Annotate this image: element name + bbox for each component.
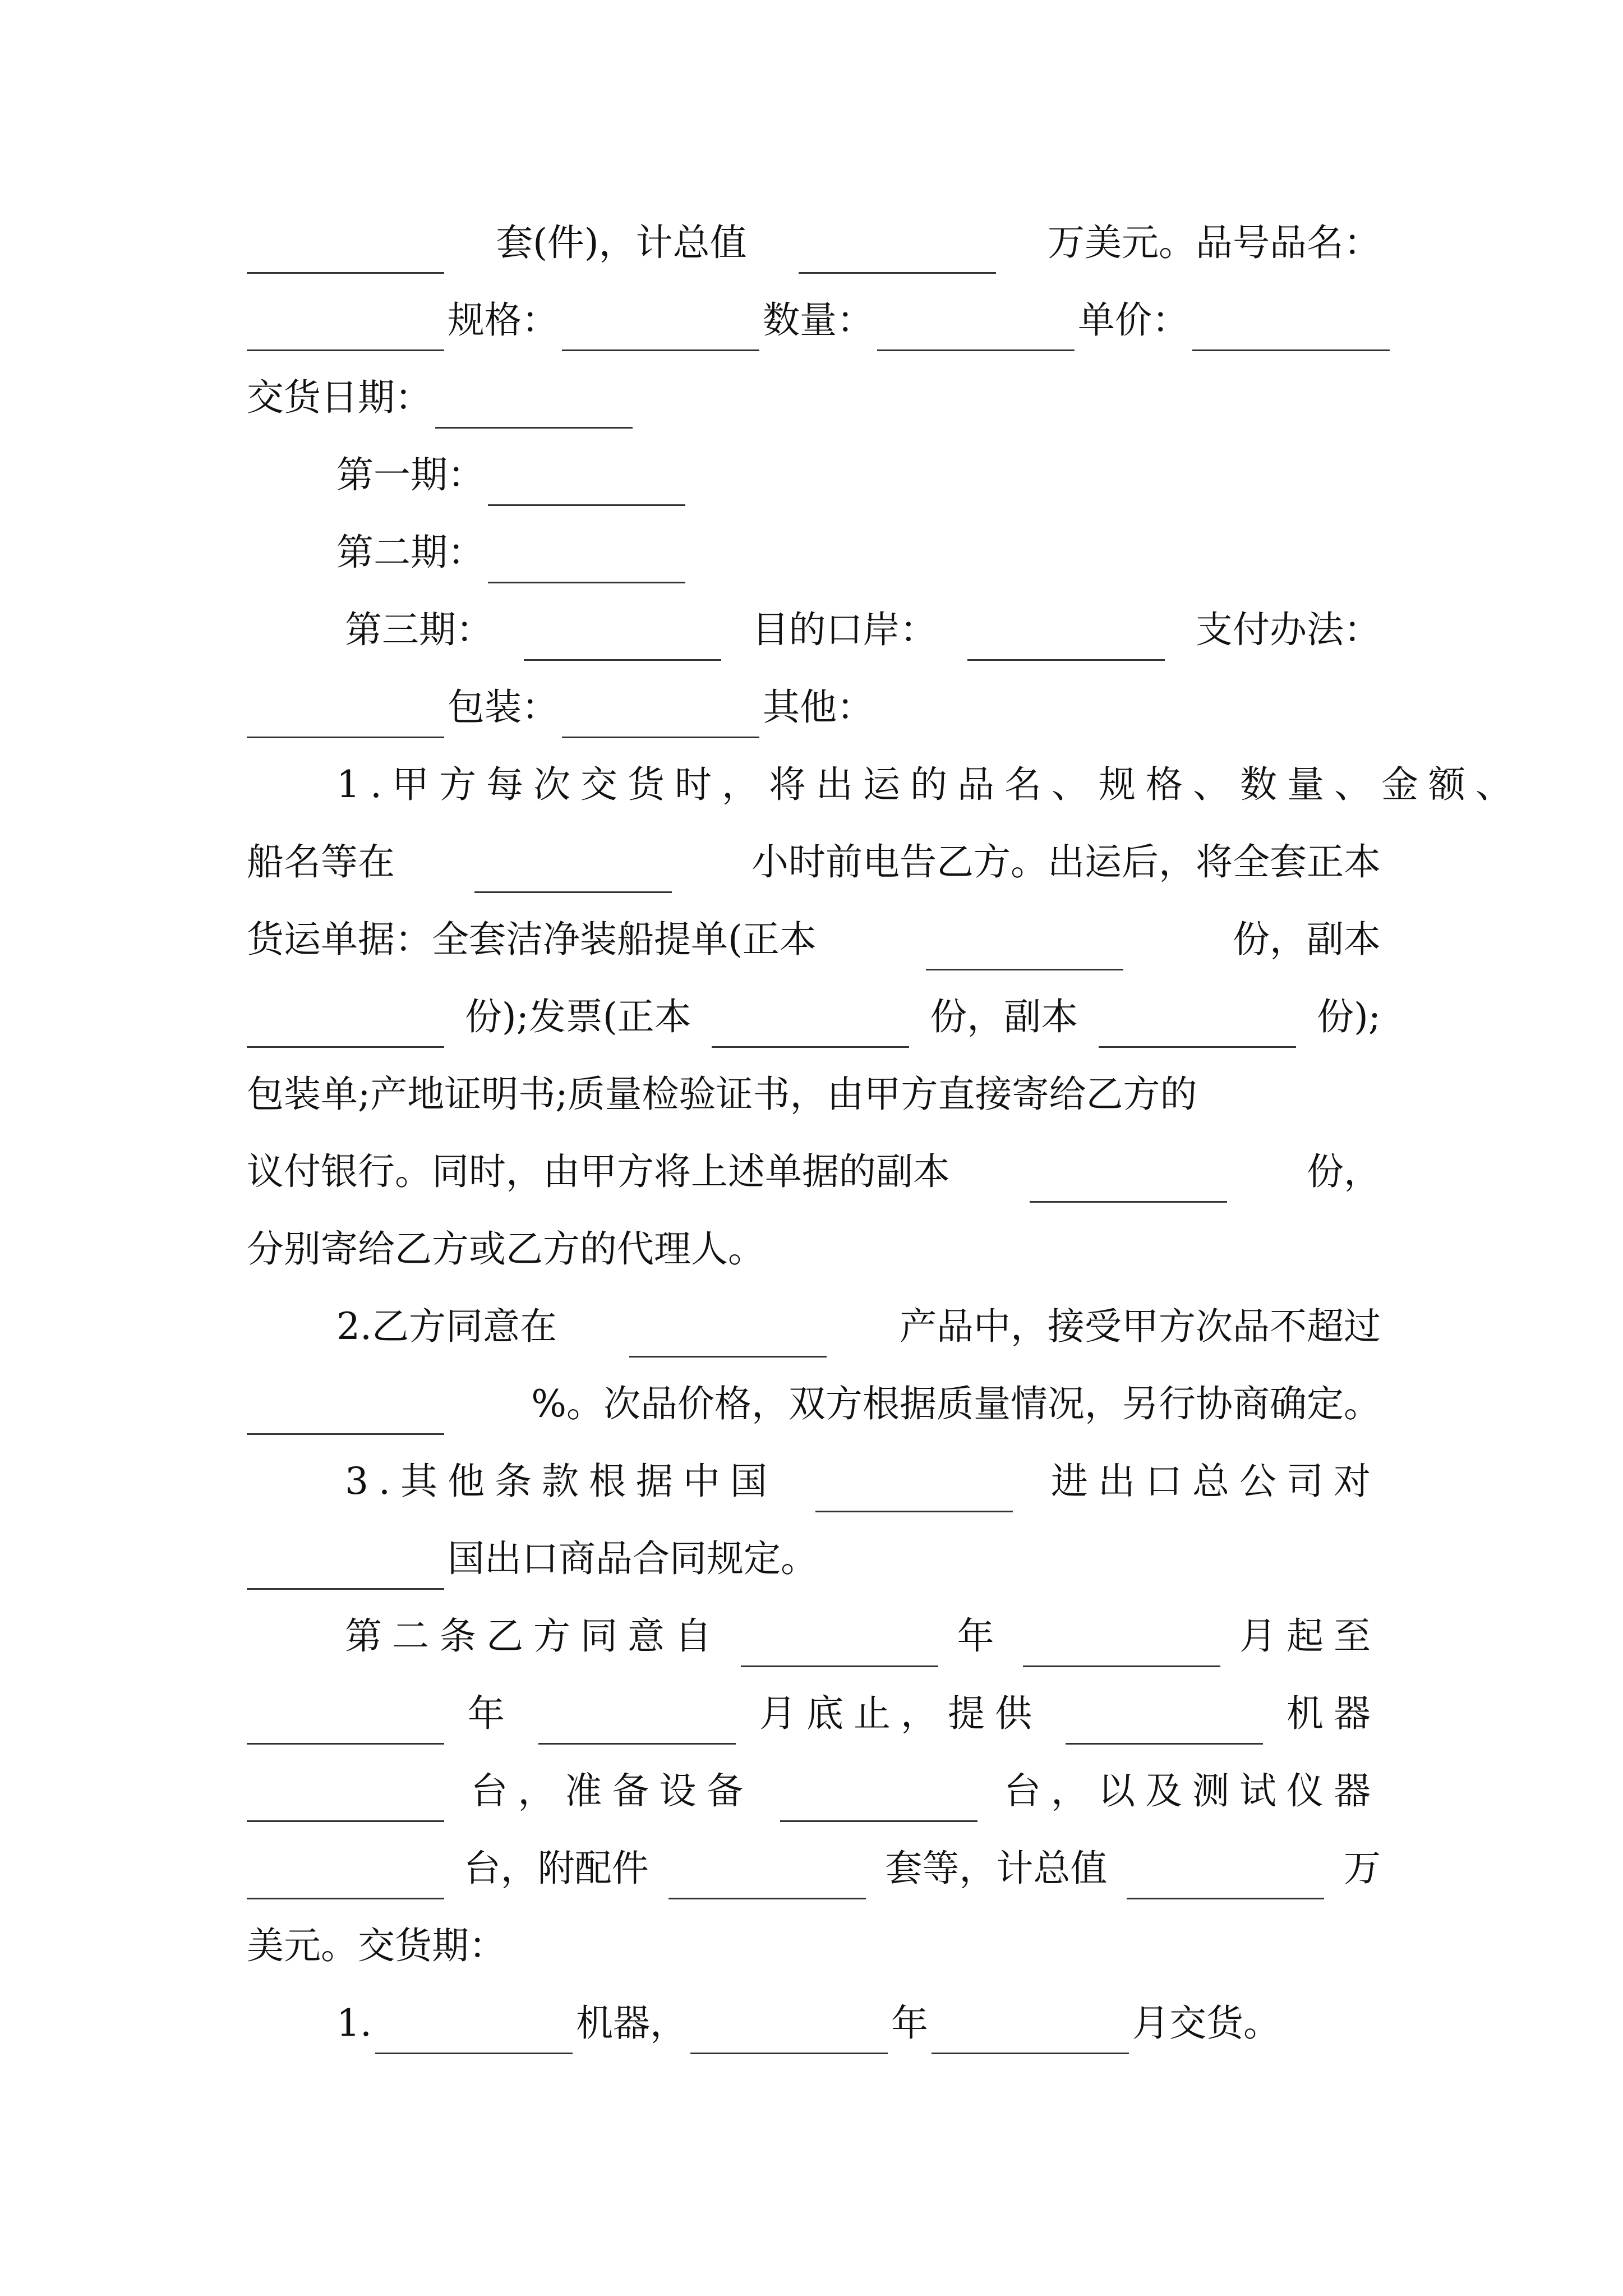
text-segment: 机器: [1287, 1692, 1381, 1735]
fill-blank[interactable]: [629, 1320, 827, 1358]
text-line: [247, 367, 1381, 429]
fill-blank[interactable]: [247, 236, 444, 274]
fill-blank[interactable]: [1023, 1630, 1220, 1667]
text-line: [247, 1373, 1381, 1435]
text-segment: 国出口商品合同规定。: [448, 1537, 818, 1580]
text-segment: 数量：: [763, 298, 874, 342]
text-segment: 月底止，提供: [759, 1692, 1042, 1735]
text-line: [247, 1218, 1381, 1280]
fill-blank[interactable]: [247, 1552, 444, 1590]
text-segment: 第三期：: [345, 608, 493, 651]
fill-blank[interactable]: [712, 1010, 909, 1048]
text-segment: 单价：: [1078, 298, 1189, 342]
fill-blank[interactable]: [1192, 314, 1390, 351]
fill-blank[interactable]: [247, 1010, 444, 1048]
text-line: [247, 1838, 1381, 1899]
text-segment: 分别寄给乙方或乙方的代理人。: [247, 1227, 765, 1271]
text-segment: 进出口总公司对: [1050, 1460, 1381, 1503]
text-segment: 美元。交货期：: [247, 1924, 506, 1967]
fill-blank[interactable]: [932, 2017, 1129, 2054]
text-segment: 台，附配件: [463, 1847, 649, 1890]
text-segment: 年: [891, 2001, 928, 2045]
fill-blank[interactable]: [538, 1707, 736, 1745]
fill-blank[interactable]: [877, 314, 1075, 351]
text-line: [336, 1296, 1381, 1358]
fill-blank[interactable]: [562, 701, 759, 738]
fill-blank[interactable]: [247, 1784, 444, 1822]
text-line: [247, 1683, 1381, 1745]
text-line: [247, 1141, 1381, 1203]
text-segment: 第二条乙方同意自: [345, 1614, 722, 1658]
text-segment: 第二期：: [336, 531, 485, 574]
fill-blank[interactable]: [1127, 1862, 1324, 1899]
text-segment: 份，副本: [1233, 918, 1381, 961]
text-line: [247, 831, 1381, 893]
fill-blank[interactable]: [799, 236, 996, 274]
text-segment: 包装单;产地证明书;质量检验证书，由甲方直接寄给乙方的: [247, 1073, 1197, 1116]
text-line: [247, 1528, 1381, 1590]
text-line: [345, 599, 1381, 661]
text-segment: 台，以及测试仪器: [1003, 1769, 1381, 1812]
text-segment: 月起至: [1239, 1614, 1381, 1658]
text-line: [247, 677, 1381, 738]
fill-blank[interactable]: [926, 933, 1123, 970]
text-segment: 产品中，接受甲方次品不超过: [899, 1305, 1381, 1348]
text-segment: 机器，: [575, 2001, 687, 2045]
fill-blank[interactable]: [1066, 1707, 1263, 1745]
text-segment: 规格：: [448, 298, 559, 342]
text-segment: 份);: [1316, 995, 1381, 1038]
text-segment: 万: [1343, 1847, 1381, 1890]
text-segment: 交货日期：: [247, 376, 432, 419]
fill-blank[interactable]: [474, 855, 672, 893]
text-line: [247, 212, 1381, 274]
text-segment: 年: [468, 1692, 515, 1735]
fill-blank[interactable]: [741, 1630, 938, 1667]
text-segment: 台，准备设备: [471, 1769, 754, 1812]
text-segment: 份，副本: [930, 995, 1078, 1038]
text-segment: 份);发票(正本: [464, 995, 691, 1038]
text-segment: 1.: [336, 2001, 372, 2045]
text-segment: 套(件)，计总值: [496, 221, 747, 264]
text-line: [247, 909, 1381, 970]
text-segment: 年: [957, 1614, 1004, 1658]
fill-blank[interactable]: [690, 2017, 888, 2054]
fill-blank[interactable]: [488, 468, 685, 506]
text-segment: 月交货。: [1132, 2001, 1280, 2045]
fill-blank[interactable]: [668, 1862, 866, 1899]
fill-blank[interactable]: [780, 1784, 978, 1822]
text-segment: 议付银行。同时，由甲方将上述单据的副本: [247, 1150, 950, 1193]
text-line: [345, 1605, 1381, 1667]
text-segment: 船名等在: [247, 840, 395, 884]
text-line: [345, 1451, 1381, 1512]
fill-blank[interactable]: [815, 1475, 1013, 1512]
text-segment: 份，: [1307, 1150, 1381, 1193]
text-segment: %。次品价格，双方根据质量情况，另行协商确定。: [531, 1382, 1381, 1425]
text-segment: 套等，计总值: [885, 1847, 1108, 1890]
fill-blank[interactable]: [375, 2017, 573, 2054]
text-line: [247, 289, 1381, 351]
fill-blank[interactable]: [247, 314, 444, 351]
fill-blank[interactable]: [488, 546, 685, 583]
text-segment: 目的口岸：: [751, 608, 937, 651]
fill-blank[interactable]: [967, 623, 1165, 661]
fill-blank[interactable]: [562, 314, 759, 351]
text-line: [247, 1760, 1381, 1822]
fill-blank[interactable]: [247, 1862, 444, 1899]
fill-blank[interactable]: [1099, 1010, 1296, 1048]
text-line: [247, 1064, 1381, 1125]
text-segment: 第一期：: [336, 453, 485, 496]
text-segment: 其他：: [763, 685, 874, 729]
fill-blank[interactable]: [524, 623, 721, 661]
text-line: [336, 444, 1381, 506]
text-line: [336, 1993, 1381, 2054]
fill-blank[interactable]: [435, 391, 633, 429]
fill-blank[interactable]: [247, 701, 444, 738]
text-line: [247, 1915, 1381, 1977]
fill-blank[interactable]: [247, 1707, 444, 1745]
text-line: [336, 754, 1523, 816]
text-segment: 万美元。品号品名：: [1047, 221, 1381, 264]
text-segment: 1.甲方每次交货时，将出运的品名、规格、数量、金额、: [336, 763, 1523, 806]
text-segment: 2.乙方同意在: [336, 1305, 557, 1348]
text-line: [336, 522, 1381, 583]
text-segment: 货运单据：全套洁净装船提单(正本: [247, 918, 817, 961]
fill-blank[interactable]: [247, 1397, 444, 1435]
text-segment: 包装：: [448, 685, 559, 729]
text-segment: 3.其他条款根据中国: [345, 1460, 777, 1503]
text-segment: 小时前电告乙方。出运后，将全套正本: [751, 840, 1381, 884]
text-line: [247, 986, 1381, 1048]
text-segment: 支付办法：: [1196, 608, 1381, 651]
fill-blank[interactable]: [1030, 1165, 1227, 1203]
